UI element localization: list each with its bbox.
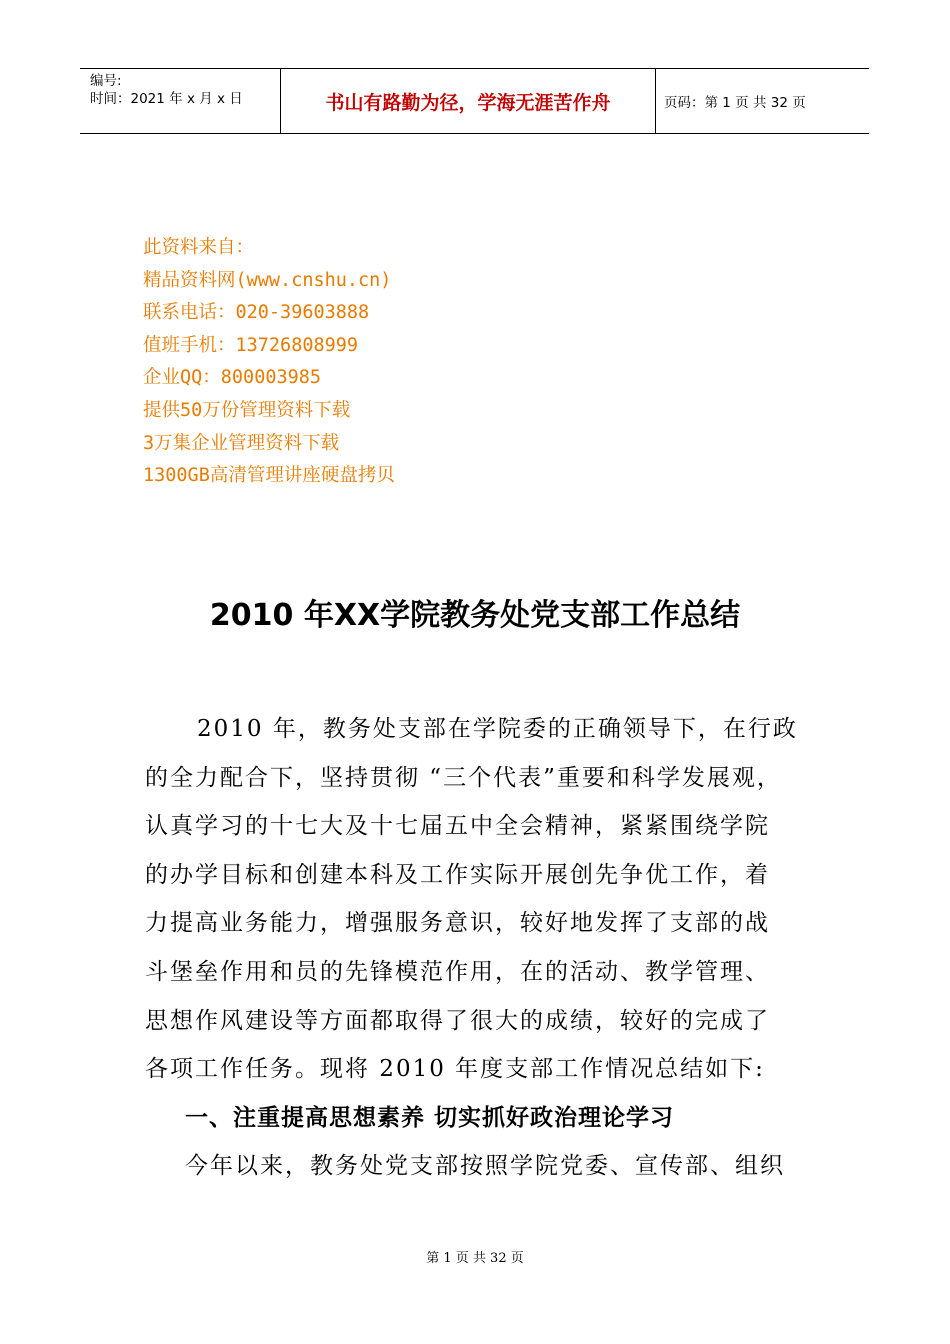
source-line: 1300GB高清管理讲座硬盘拷贝 bbox=[143, 465, 395, 487]
body-line: 各项工作任务。现将 2010 年度支部工作情况总结如下: bbox=[145, 1056, 765, 1083]
body-line: 力提高业务能力，增强服务意识，较好地发挥了支部的战 bbox=[145, 910, 770, 937]
source-line: 3万集企业管理资料下载 bbox=[143, 432, 340, 454]
source-line: 精品资料网(www.cnshu.cn) bbox=[143, 269, 392, 291]
source-line: 提供50万份管理资料下载 bbox=[143, 399, 351, 421]
source-line: 企业QQ：800003985 bbox=[143, 367, 322, 389]
body-line: 2010 年，教务处支部在学院委的正确领导下，在行政 bbox=[197, 716, 798, 742]
body-line: 思想作风建设等方面都取得了很大的成绩，较好的完成了 bbox=[145, 1007, 770, 1034]
body-line: 今年以来，教务处党支部按照学院党委、宣传部、组织 bbox=[185, 1153, 785, 1180]
source-line: 值班手机：13726808999 bbox=[143, 334, 359, 356]
body-line: 的全力配合下，坚持贯彻 “三个代表”重要和科学发展观， bbox=[145, 764, 782, 791]
time-label: 时间：2021 年 x 月 x 日 bbox=[90, 91, 243, 107]
page-footer: 第 1 页 共 32 页 bbox=[426, 1251, 524, 1266]
body-line: 的办学目标和创建本科及工作实际开展创先争优工作，着 bbox=[145, 861, 770, 888]
body-line: 斗堡垒作用和员的先锋模范作用，在的活动、教学管理、 bbox=[145, 958, 770, 985]
section-heading: 一、注重提高思想素养 切实抓好政治理论学习 bbox=[185, 1103, 675, 1131]
header-motto: 书山有路勤为径，学海无涯苦作舟 bbox=[281, 69, 656, 133]
number-label: 编号: bbox=[90, 73, 122, 89]
document-body bbox=[145, 705, 835, 1191]
source-line: 此资料来自： bbox=[143, 237, 255, 258]
header-meta bbox=[80, 69, 281, 133]
document-title: 2010 年XX学院教务处党支部工作总结 bbox=[209, 598, 741, 633]
source-info bbox=[143, 232, 395, 493]
source-line: 联系电话：020-39603888 bbox=[143, 302, 370, 324]
body-line: 认真学习的十七大及十七届五中全会精神，紧紧围绕学院 bbox=[145, 813, 770, 840]
page-header bbox=[80, 68, 869, 134]
header-page-info: 页码：第 1 页 共 32 页 bbox=[664, 95, 806, 111]
